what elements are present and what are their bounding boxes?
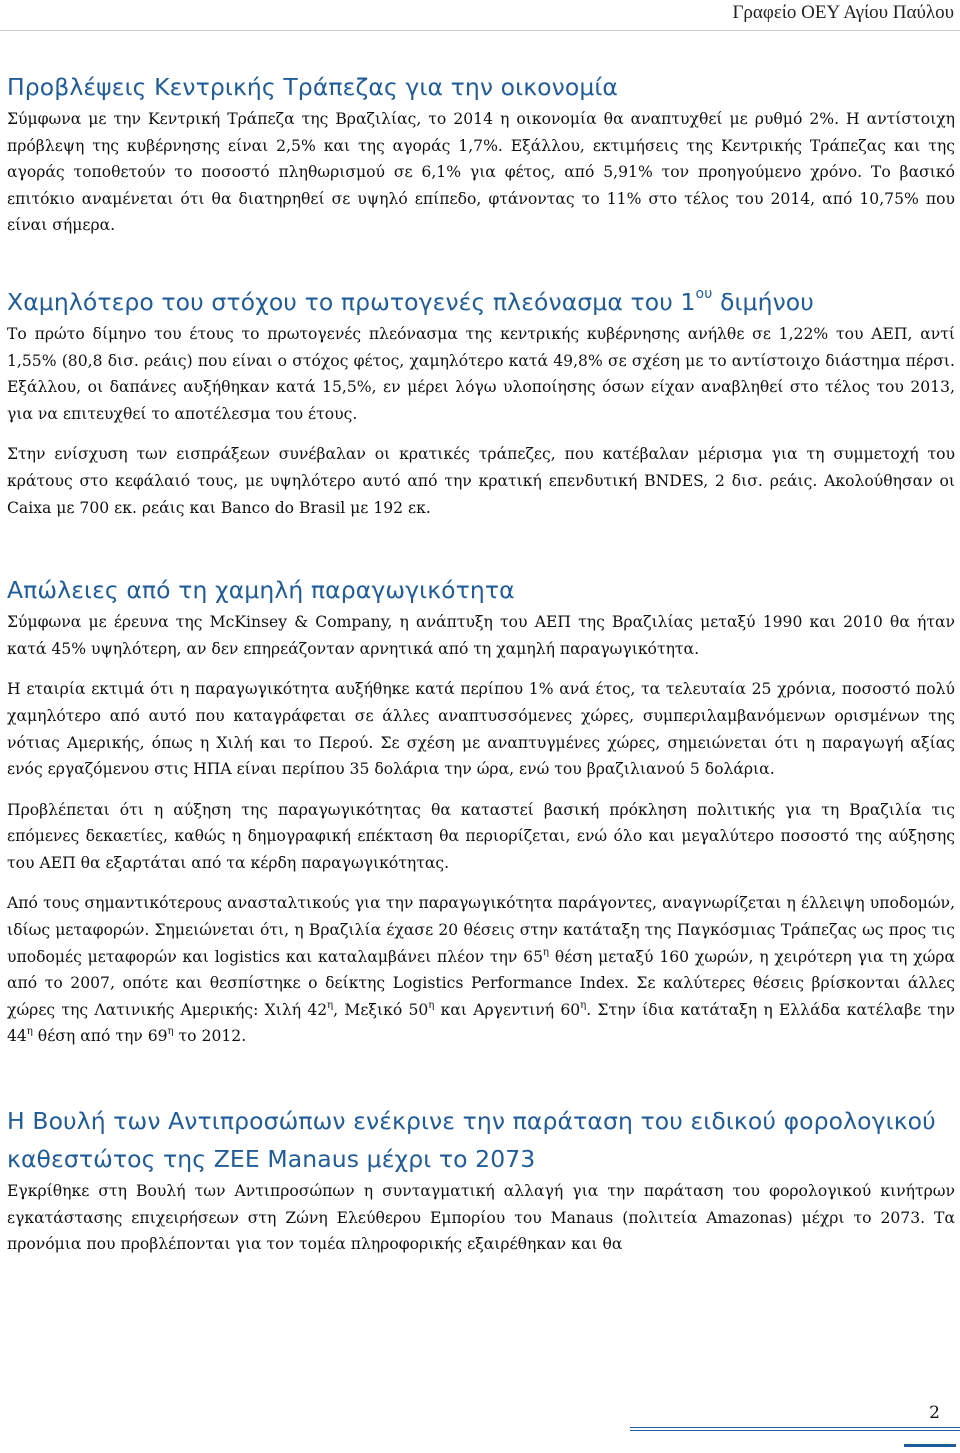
spacer	[7, 521, 955, 571]
paragraph: Το πρώτο δίμηνο του έτους το πρωτογενές πλεόνασμα της κεντρικής κυβέρνησης ανήλθε σε 1,22% του ΑΕΠ, αντί 1,55% (80,8 δισ. ρεάις) που είναι ο στόχος φέτος, χαμηλότερο κατά 49,8% σε σχέση με το αντίστοιχο διάστημα πέρσι. Εξάλλου, οι δαπάνες αυξήθηκαν κατά 15,5%, εν μέρει λόγω υλοποίησης όσων είχαν αναβληθεί στο τέλος του 2013, για να επιτευχθεί το αποτέλεσμα του έτους.	[7, 324, 955, 423]
paragraph: Στην ενίσχυση των εισπράξεων συνέβαλαν οι κρατικές τράπεζες, που κατέβαλαν μέρισμα για τη συμμετοχή του κράτους στο κεφάλαιό τους, με υψηλότερο αυτό από την κρατική επενδυτική BNDES, 2 δισ. ρεάις. Ακολούθησαν οι Caixa με 700 εκ. ρεάις και Banco do Brasil με 192 εκ.	[7, 445, 955, 517]
spacer	[7, 783, 955, 797]
section-heading-productivity: Απώλειες από τη χαμηλή παραγωγικότητα	[7, 576, 515, 605]
page-number: 2	[929, 1403, 940, 1423]
spacer	[7, 427, 955, 441]
paragraph: Σύμφωνα με έρευνα της McKinsey & Company, η ανάπτυξη του ΑΕΠ της Βραζιλίας μεταξύ 1990 και 2010 θα ήταν κατά 45% υψηλότερη, αν δεν επηρεάζονταν αρνητικά από τη χαμηλή παραγωγικότητα.	[7, 613, 955, 658]
paragraph: Εγκρίθηκε στη Βουλή των Αντιπροσώπων η συνταγματική αλλαγή για την παράταση του φορολογικού κινήτρων εγκατάστασης επιχειρήσεων στη Ζώνη Ελεύθερου Εμπορίου του Manaus (πολιτεία Amazonas) μέχρι το 2073. Τα προνόμια που προβλέπονται για τον τομέα πληροφορικής εξαιρέθηκαν και θα	[7, 1182, 955, 1254]
document-body	[7, 68, 955, 1258]
paragraph: Η εταιρία εκτιμά ότι η παραγωγικότητα αυξήθηκε κατά περίπου 1% ανά έτος, τα τελευταία 25 χρόνια, ποσοστό πολύ χαμηλότερο από αυτό που καταγράφεται σε άλλες αναπτυσσόμενες χώρες, συμπεριλαμβανόμενων ορισμένων της νότιας Αμερικής, όπως η Χιλή και το Περού. Σε σχέση με αναπτυγμένες χώρες, σημειώνεται ότι η παραγωγή αξίας ενός εργαζόμενου στις ΗΠΑ είναι περίπου 35 δολάρια την ώρα, ενώ του βραζιλιανού 5 δολάρια.	[7, 680, 955, 779]
spacer	[7, 876, 955, 890]
paragraph-logistics: Από τους σημαντικότερους ανασταλτικούς για την παραγωγικότητα παράγοντες, αναγνωρίζεται η έλλειψη υποδομών, ιδίως μεταφορών. Σημειώνεται ότι, η Βραζιλία έχασε 20 θέσεις στην κατάταξη της Παγκόσμιας Τράπεζας ως προς τις υποδομές μεταφορών και logistics και καταλαμβάνει πλέον την $65^\eta$ θέση μεταξύ 160 χωρών, η χειρότερη για τη χώρα από το 2007, οπότε και θεσπίστηκε ο δείκτης Logistics Performance Index. Σε καλύτερες θέσεις βρίσκονται άλλες χώρες της Λατινικής Αμερικής: Χιλή $42^\eta$, Μεξικό $50^\eta$ και Αργεντινή $60^\eta$. Στην ίδια κατάταξη η Ελλάδα κατέλαβε την $44^\eta$ θέση από την $69^\eta$ το 2012.	[7, 894, 955, 1046]
running-header: Γραφείο ΟΕΥ Αγίου Παύλου	[732, 2, 954, 23]
spacer	[7, 239, 955, 283]
section-heading-manaus: Η Βουλή των Αντιπροσώπων ενέκρινε την παράταση του ειδικού φορολογικού καθεστώτος της ΖΕΕ Manaus μέχρι το 2073	[7, 1107, 936, 1174]
paragraph: Σύμφωνα με την Κεντρική Τράπεζα της Βραζιλίας, το 2014 η οικονομία θα αναπτυχθεί με ρυθμό 2%. Η αντίστοιχη πρόβλεψη της κυβέρνησης είναι 2,5% και της αγοράς 1,7%. Εξάλλου, εκτιμήσεις της Κεντρικής Τράπεζας και της αγοράς τοποθετούν το ποσοστό πληθωρισμού σε 6,1% για φέτος, από 5,91% τον προηγούμενο χρόνο. Το βασικό επιτόκιο αναμένεται ότι θα διατηρηθεί σε υψηλό επίπεδο, φτάνοντας το 11% στο τέλος του 2014, από 10,75% που είναι σήμερα.	[7, 110, 955, 235]
paragraph: Προβλέπεται ότι η αύξηση της παραγωγικότητας θα καταστεί βασική πρόκληση πολιτικής για τη Βραζιλία τις επόμενες δεκαετίες, καθώς η δημογραφική επέκταση θα περιορίζεται, ενώ όλο και μεγαλύτερο ποσοστό της αύξησης του ΑΕΠ θα εξαρτάται από τα κέρδη παραγωγικότητας.	[7, 800, 955, 872]
spacer	[7, 1050, 955, 1102]
section-heading-primary-surplus: Χαμηλότερο του στόχου το πρωτογενές πλεόνασμα του $1^{o\upsilon}$ διμήνου	[7, 285, 814, 316]
footer-rule	[630, 1427, 960, 1453]
spacer	[7, 662, 955, 676]
section-heading-central-bank: Προβλέψεις Κεντρικής Τράπεζας για την οικονομία	[7, 73, 619, 101]
footer-accent	[904, 1444, 956, 1447]
header-rule	[0, 30, 960, 31]
